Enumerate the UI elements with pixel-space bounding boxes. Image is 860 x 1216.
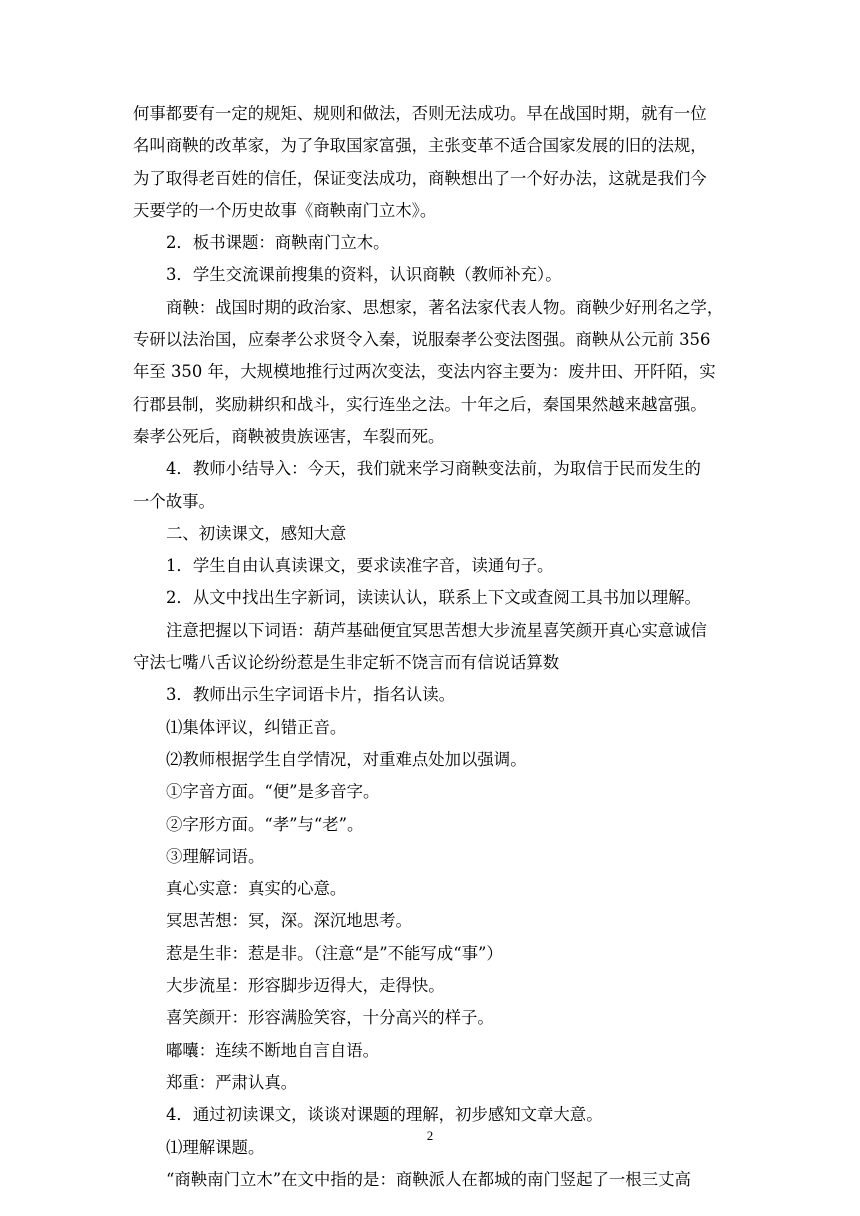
text-line: 1．学生自由认真读课文，要求读准字音，读通句子。 — [166, 556, 554, 576]
text-line: 年至 350 年，大规模地推行过两次变法，变法内容主要为：废井田、开阡陌，实 — [133, 362, 716, 382]
text-line: 专研以法治国，应秦孝公求贤令入秦，说服秦孝公变法图强。商鞅从公元前 356 — [133, 330, 711, 350]
text-line: 冥思苦想：冥，深。深沉地思考。 — [166, 911, 412, 931]
text-line: 守法七嘴八舌议论纷纷惹是生非定斩不饶言而有信说话算数 — [133, 653, 560, 673]
text-line: ①字音方面。“便”是多音字。 — [166, 782, 380, 802]
text-line: 3．教师出示生字词语卡片，指名认读。 — [166, 685, 456, 705]
text-line: 4．教师小结导入：今天，我们就来学习商鞅变法前，为取信于民而发生的 — [166, 459, 701, 479]
text-line: 4．通过初读课文，谈谈对课题的理解，初步感知文章大意。 — [166, 1105, 603, 1125]
text-line: ③理解词语。 — [166, 846, 265, 866]
text-line: 秦孝公死后，商鞅被贵族诬害，车裂而死。 — [133, 426, 445, 446]
document-body — [133, 98, 737, 1196]
text-line: 名叫商鞅的改革家，为了争取国家富强，主张变革不适合国家发展的旧的法规， — [133, 136, 707, 156]
text-line: 一个故事。 — [133, 491, 215, 511]
text-line: 注意把握以下词语：葫芦基础便宜冥思苦想大步流星喜笑颜开真心实意诚信 — [166, 620, 707, 640]
text-line: 天要学的一个历史故事《商鞅南门立木》。 — [133, 200, 437, 220]
text-line: 2．板书课题：商鞅南门立木。 — [166, 233, 390, 253]
text-line: ⑴理解课题。 — [166, 1137, 265, 1157]
text-line: 郑重：严肃认真。 — [166, 1072, 298, 1092]
text-line: 真心实意：真实的心意。 — [166, 879, 347, 899]
text-line: ②字形方面。“孝”与“老”。 — [166, 814, 364, 834]
text-line: 大步流星：形容脚步迈得大，走得快。 — [166, 976, 445, 996]
text-line: 何事都要有一定的规矩、规则和做法，否则无法成功。早在战国时期，就有一位 — [133, 104, 707, 123]
text-line: 二、初读课文，感知大意 — [166, 523, 347, 543]
text-line: 行郡县制，奖励耕织和战斗，实行连坐之法。十年之后，秦国果然越来越富强。 — [133, 394, 707, 414]
text-line: 为了取得老百姓的信任，保证变法成功，商鞅想出了一个好办法，这就是我们今 — [133, 168, 707, 188]
text-line: ⑵教师根据学生自学情况，对重难点处加以强调。 — [166, 749, 527, 769]
text-line: 3．学生交流课前搜集的资料，认识商鞅（教师补充）。 — [166, 265, 562, 285]
text-line: 喜笑颜开：形容满脸笑容，十分高兴的样子。 — [166, 1008, 494, 1028]
text-line: ⑴集体评议，纠错正音。 — [166, 717, 347, 737]
text-line: 惹是生非：惹是非。（注意“是”不能写成“事”） — [166, 943, 503, 963]
text-line: 嘟囔：连续不断地自言自语。 — [166, 1040, 380, 1060]
page-number: 2 — [426, 1128, 434, 1143]
text-line: 2．从文中找出生字新词，读读认认，联系上下文或查阅工具书加以理解。 — [166, 588, 701, 608]
text-line: “商鞅南门立木”在文中指的是：商鞅派人在都城的南门竖起了一根三丈高 — [166, 1169, 691, 1189]
text-line: 商鞅：战国时期的政治家、思想家，著名法家代表人物。商鞅少好刑名之学， — [166, 297, 724, 317]
